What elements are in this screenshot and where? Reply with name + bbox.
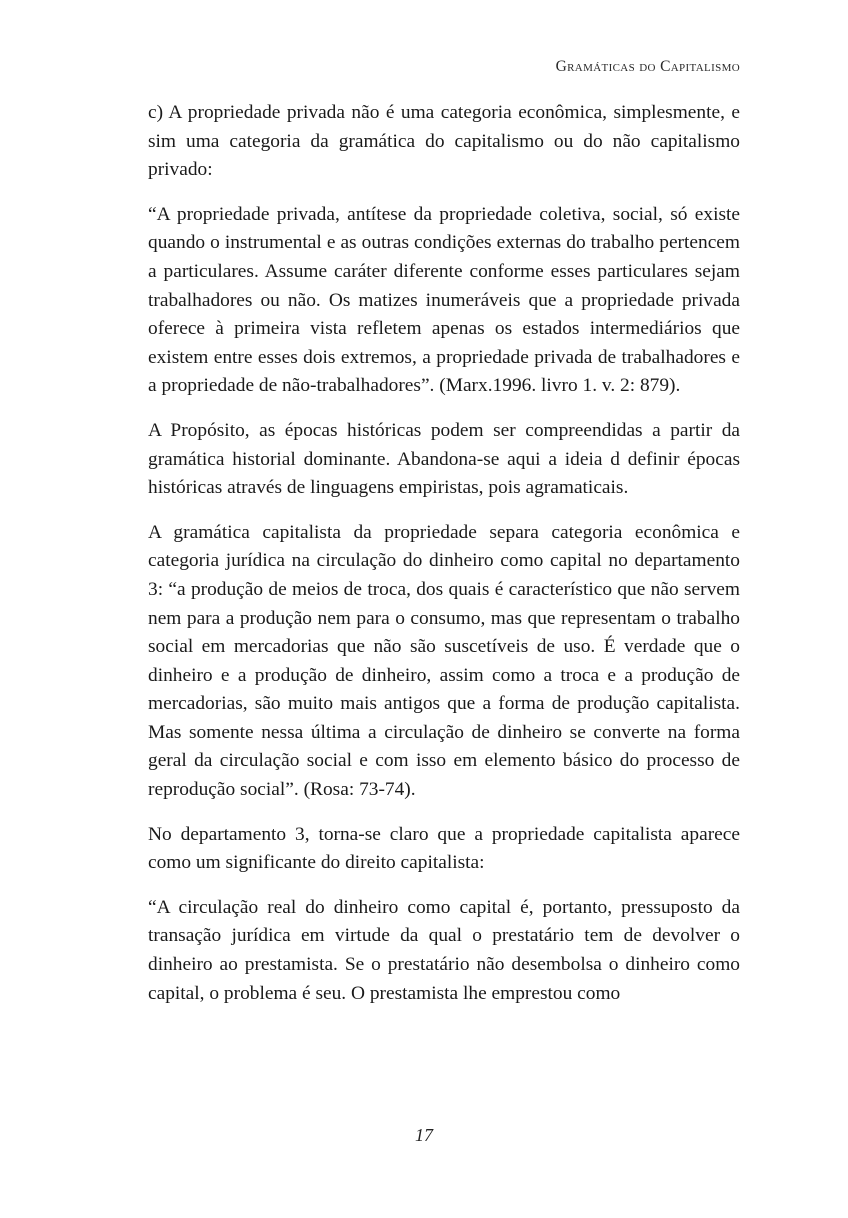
running-header-title: Gramáticas do Capitalismo: [555, 58, 740, 75]
paragraph: A Propósito, as épocas históricas podem ser compreendidas a partir da gramática historial dominante. Abandona-se aqui a ideia d definir épocas históricas através de linguagens empiristas, pois agramaticais.: [148, 419, 740, 499]
paragraph: A gramática capitalista da propriedade separa categoria econômica e categoria jurídica na circulação do dinheiro como capital no departamento 3: “a produção de meios de troca, dos quais é característico que não servem nem para a produção nem para o consumo, mas que representam o trabalho social em mercadorias que não são suscetíveis de uso. É verdade que o dinheiro e a produção de dinheiro, assim como a troca e a produção de mercadorias, são muito mais antigos que a forma de produção capitalista. Mas somente nessa última a circulação de dinheiro se converte na forma geral da circulação social e com isso em elemento básico do processo de reprodução social”. (Rosa: 73-74).: [148, 521, 740, 801]
page-number: 17: [415, 1125, 433, 1145]
body-text-column: [148, 99, 740, 1008]
paragraph: c) A propriedade privada não é uma categoria econômica, simplesmente, e sim uma categoria da gramática do capitalismo ou do não capitalismo privado:: [148, 102, 740, 181]
paragraph: “A propriedade privada, antítese da propriedade coletiva, social, só existe quando o instrumental e as outras condições externas do trabalho pertencem a particulares. Assume caráter diferente conforme esses particulares sejam trabalhadores ou não. Os matizes inumeráveis que a propriedade privada oferece à primeira vista refletem apenas os estados intermediários que existem entre esses dois extremos, a propriedade privada de trabalhadores e a propriedade de não-trabalhadores”. (Marx.1996. livro 1. v. 2: 879).: [148, 203, 740, 397]
paragraph: “A circulação real do dinheiro como capital é, portanto, pressuposto da transação jurídica em virtude da qual o prestatário tem de devolver o dinheiro ao prestamista. Se o prestatário não desembolsa o dinheiro como capital, o problema é seu. O prestamista lhe emprestou como: [148, 896, 740, 1004]
paragraph: No departamento 3, torna-se claro que a propriedade capitalista aparece como um significante do direito capitalista:: [148, 823, 740, 874]
